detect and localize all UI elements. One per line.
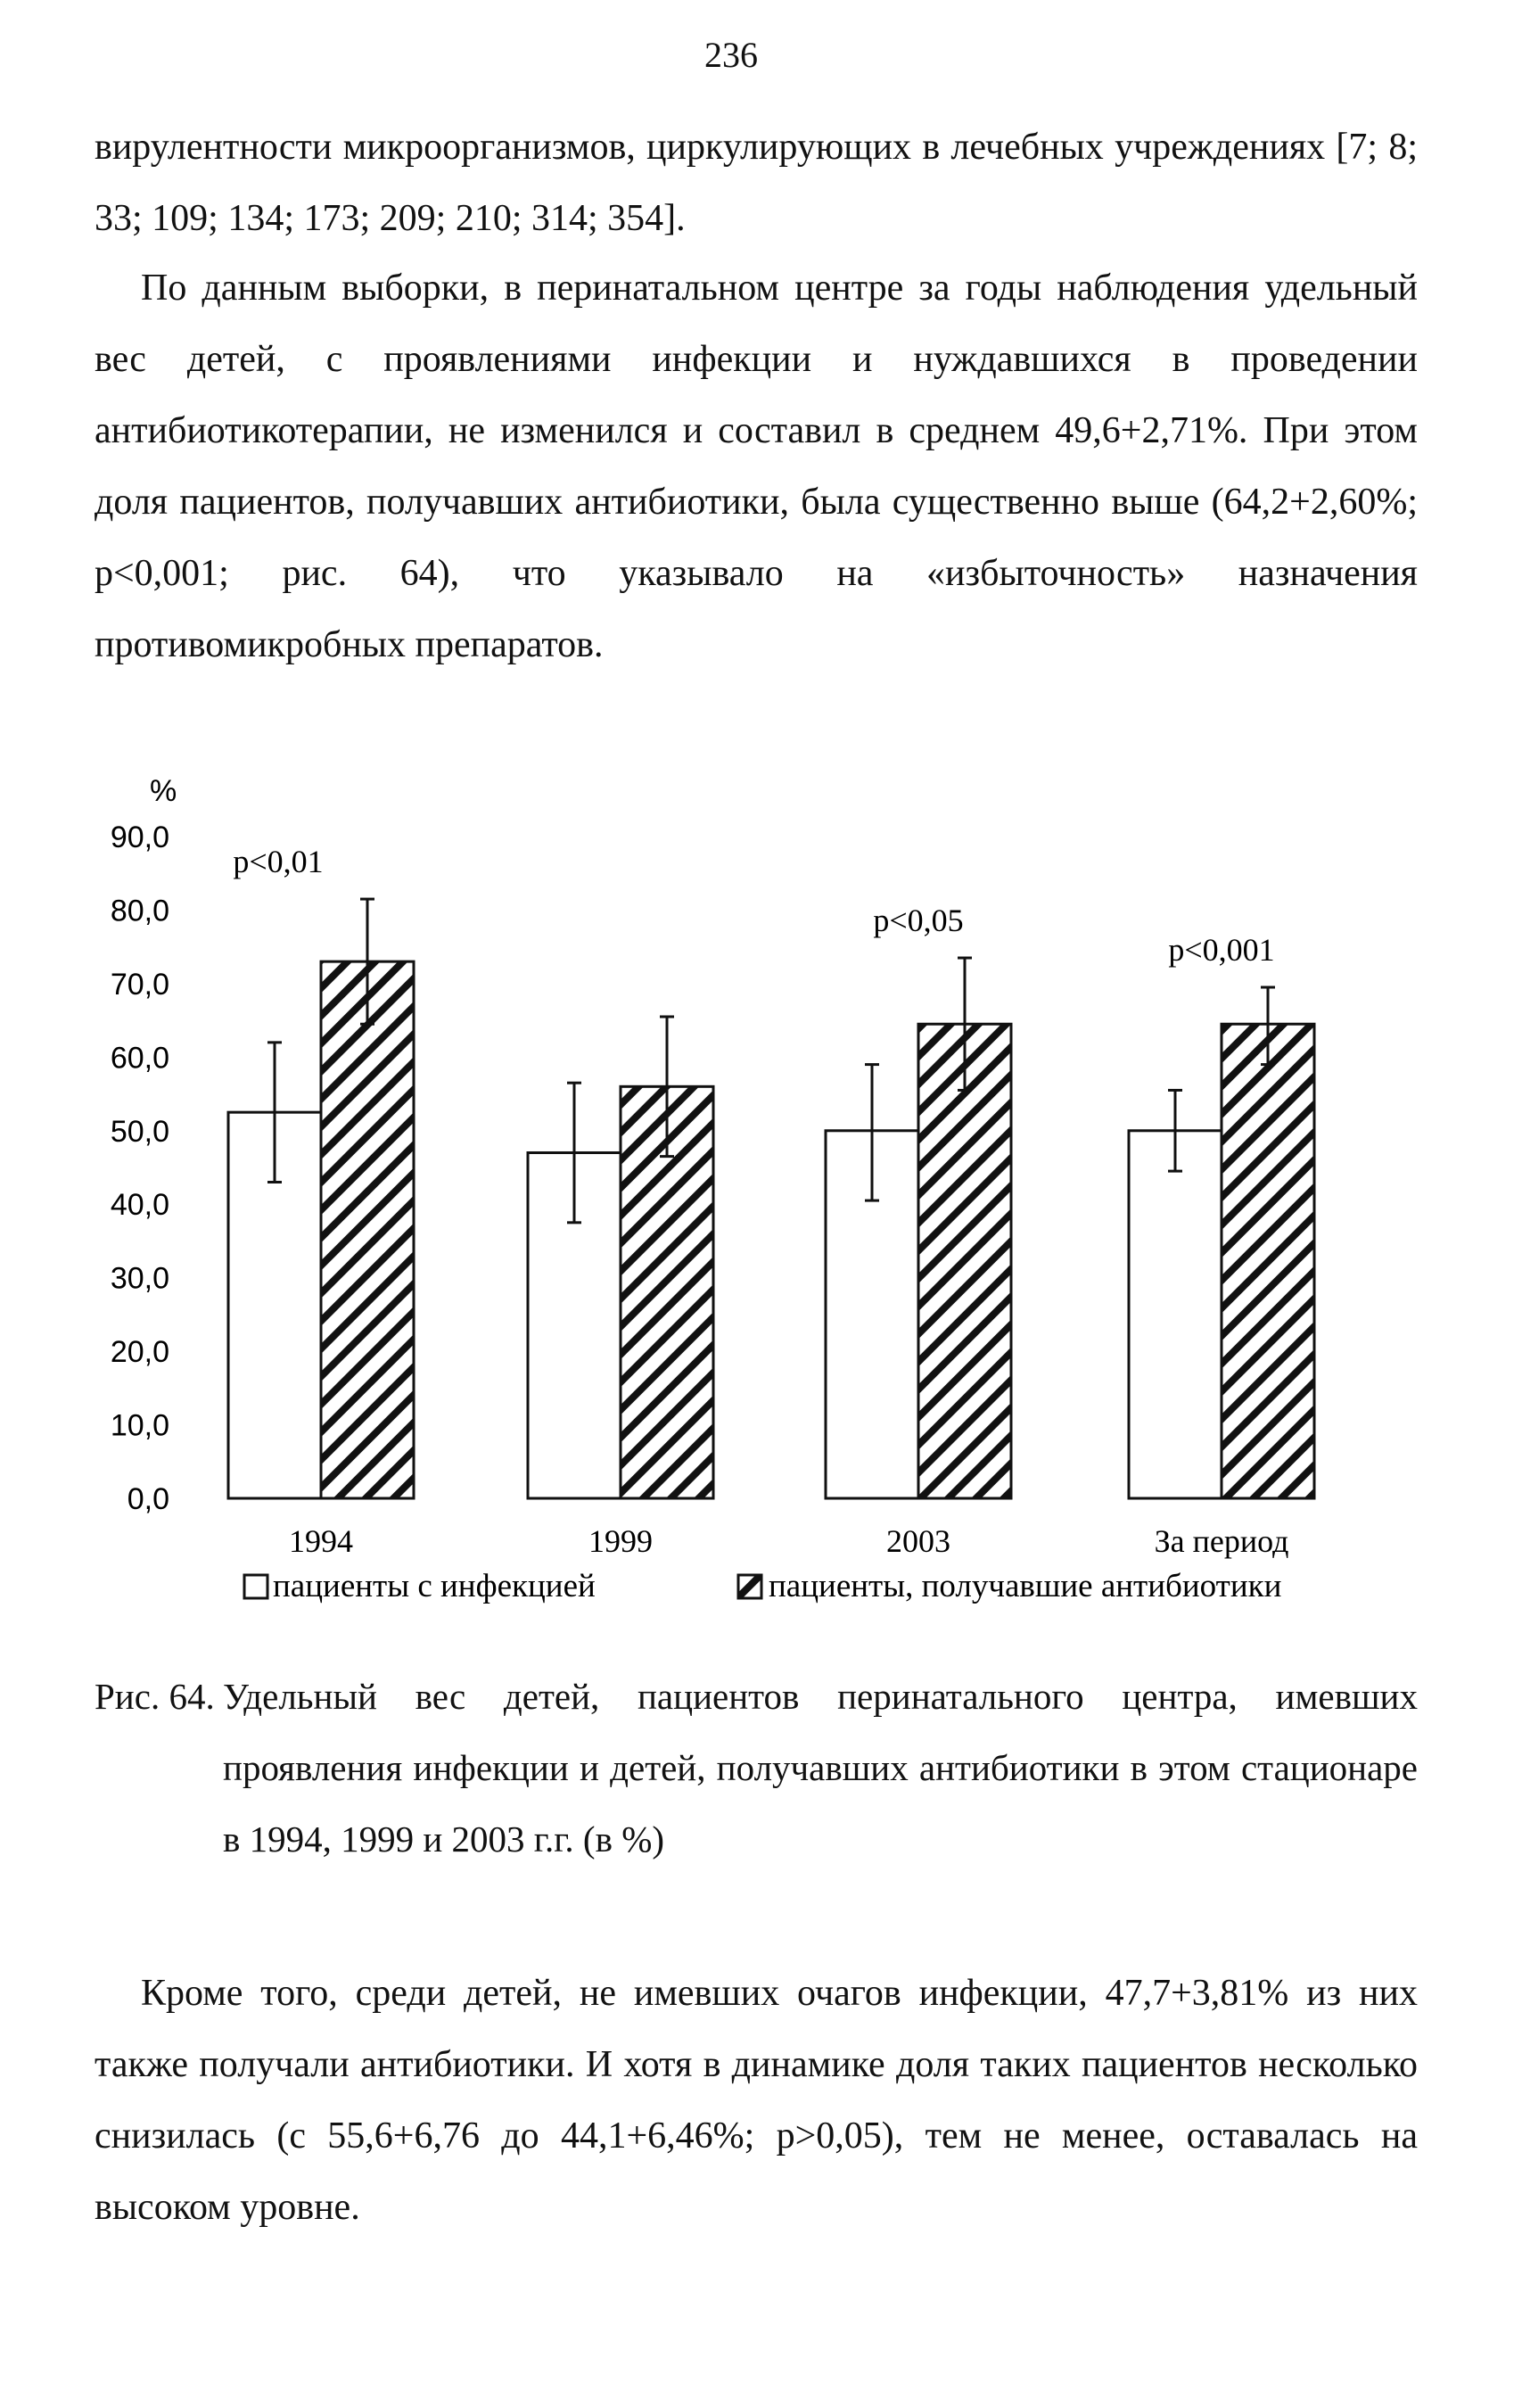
- y-axis-unit-label: %: [150, 774, 177, 808]
- paragraph-3: Кроме того, среди детей, не имевших очагов инфекции, 47,7+3,81% из них также получали антибиотики. И хотя в динамике доля таких пациентов несколько снизилась (с 55,6+6,76 до 44,1+6,46%; p>0,05), тем не менее, оставалась на высоком уровне.: [95, 1973, 1418, 2228]
- x-category-label: 2003: [886, 1523, 950, 1559]
- p-value-annotation: p<0,001: [1168, 932, 1275, 969]
- bar-infection: [1129, 1131, 1222, 1498]
- y-tick-label: 90,0: [110, 821, 169, 854]
- bar-antibiotics: [1222, 1024, 1314, 1498]
- figure-caption-text: Удельный вес детей, пациентов перинатального центра, имевших проявления инфекции и детей, получавших антибиотики в этом стационаре в 1994, 1999 и 2003 г.г. (в %): [223, 1676, 1418, 1860]
- page-number: 236: [704, 35, 758, 75]
- y-tick-label: 0,0: [127, 1482, 169, 1516]
- y-tick-label: 50,0: [110, 1114, 169, 1149]
- legend-swatch-infection: [244, 1575, 267, 1598]
- legend-label-antibiotics: пациенты, получавшие антибиотики: [769, 1568, 1282, 1604]
- y-tick-label: 80,0: [110, 894, 169, 928]
- p-value-annotation: p<0,01: [233, 844, 324, 880]
- paragraph-2: По данным выборки, в перинатальном центре за годы наблюдения удельный вес детей, с проявлениями инфекции и нуждавшихся в проведении антибиотикотерапии, не изменился и составил в среднем 49,6+2,71%. При этом доля пациентов, получавших антибиотики, была существенно выше (64,2+2,60%; p<0,001; рис. 64), что указывало на «избыточность» назначения противомикробных препаратов.: [95, 268, 1418, 665]
- bar-antibiotics: [321, 961, 414, 1498]
- bar-antibiotics: [918, 1024, 1011, 1498]
- x-category-label: 1999: [588, 1523, 653, 1559]
- figure-caption-label: Рис. 64.: [95, 1676, 215, 1717]
- y-tick-label: 30,0: [110, 1261, 169, 1296]
- y-tick-label: 40,0: [110, 1188, 169, 1223]
- legend-label-infection: пациенты с инфекцией: [273, 1568, 596, 1604]
- p-value-annotation: p<0,05: [873, 903, 964, 939]
- x-category-label: За период: [1154, 1523, 1289, 1559]
- figure-caption: [95, 1661, 1418, 1875]
- y-tick-label: 20,0: [110, 1335, 169, 1370]
- legend-swatch-antibiotics: [738, 1575, 761, 1598]
- paragraph-1: вирулентности микроорганизмов, циркулирующих в лечебных учреждениях [7; 8; 33; 109; 134; 173; 209; 210; 314; 354].: [95, 127, 1418, 239]
- y-tick-label: 10,0: [110, 1408, 169, 1443]
- y-tick-label: 70,0: [110, 967, 169, 1002]
- y-tick-label: 60,0: [110, 1041, 169, 1076]
- x-category-label: 1994: [289, 1523, 353, 1559]
